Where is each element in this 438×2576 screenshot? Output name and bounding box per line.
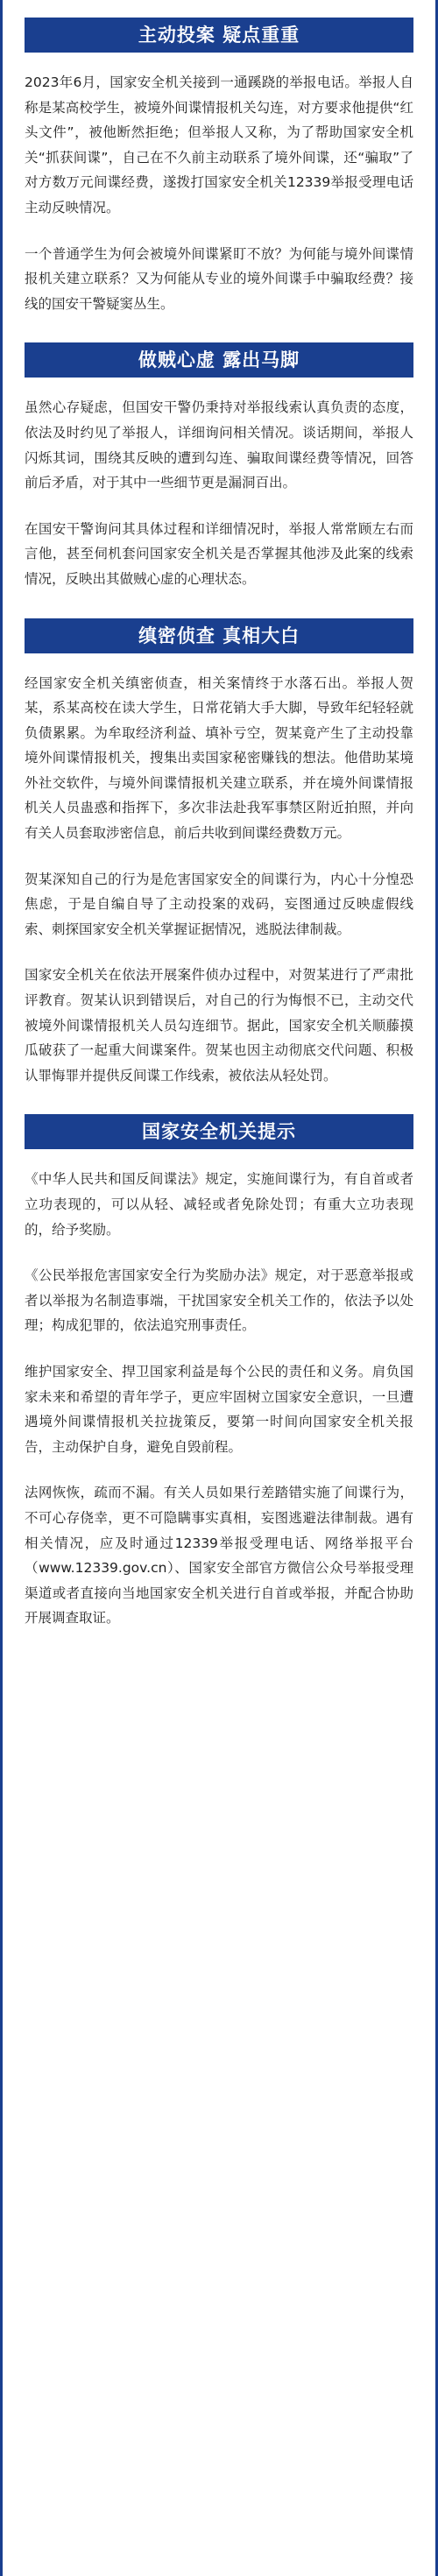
paragraph: 法网恢恢，疏而不漏。有关人员如果行差踏错实施了间谍行为，不可心存侥幸，更不可隐瞒事实真相，妄图逃避法律制裁。遇有相关情况，应及时通过12339举报受理电话、网络举报平台（www.12339.gov.cn）、国家安全部官方微信公众号举报受理渠道或者直接向当地国家安全机关进行自首或举报，并配合协助开展调查取证。 <box>25 1485 413 1627</box>
paragraph: 虽然心存疑虑，但国安干警仍秉持对举报线索认真负责的态度，依法及时约见了举报人，详细询问相关情况。谈话期间，举报人闪烁其词，围绕其反映的遭到勾连、骗取间谍经费等情况，回答前后矛盾，对于其中一些细节更是漏洞百出。 <box>25 399 413 491</box>
section-voluntary-surrender <box>25 18 413 316</box>
paragraph: 2023年6月，国家安全机关接到一通蹊跷的举报电话。举报人自称是某高校学生，被境外间谍情报机关勾连，对方要求他提供“红头文件”，被他断然拒绝；但举报人又称，为了帮助国家安全机关“抓获间谍”，自己在不久前主动联系了境外间谍，还“骗取”了对方数万元间谍经费，遂拨打国家安全机关12339举报受理电话主动反映情况。 <box>25 74 413 215</box>
paragraph: 贺某深知自己的行为是危害国家安全的间谍行为，内心十分惶恐焦虑，于是自编自导了主动投案的戏码，妄图通过反映虚假线索、刺探国家安全机关掌握证据情况，逃脱法律制裁。 <box>25 871 413 937</box>
section-title: 国家安全机关提示 <box>25 1114 413 1149</box>
section-title: 缜密侦查 真相大白 <box>25 618 413 653</box>
paragraph: 国家安全机关在依法开展案件侦办过程中，对贺某进行了严肃批评教育。贺某认识到错误后，对自己的行为悔恨不已，主动交代被境外间谍情报机关人员勾连细节。据此，国家安全机关顺藤摸瓜破获了一起重大间谍案件。贺某也因主动彻底交代问题、积极认罪悔罪并提供反间谍工作线索，被依法从轻处罚。 <box>25 967 413 1083</box>
paragraph: 经国家安全机关缜密侦查，相关案情终于水落石出。举报人贺某，系某高校在读大学生，日常花销大手大脚，导致年纪轻轻就负债累累。为牟取经济利益、填补亏空，贺某竟产生了主动投靠境外间谍情报机关，搜集出卖国家秘密赚钱的想法。他借助某境外社交软件，与境外间谍情报机关建立联系，并在境外间谍情报机关人员蛊惑和指挥下，多次非法赴我军事禁区附近拍照，并向有关人员套取涉密信息，前后共收到间谍经费数万元。 <box>25 674 413 842</box>
section-investigation <box>25 618 413 1089</box>
paragraph: 一个普通学生为何会被境外间谍紧盯不放？为何能与境外间谍情报机关建立联系？又为何能从专业的境外间谍手中骗取经费？接线的国安干警疑窦丛生。 <box>25 245 413 312</box>
section-security-reminder <box>25 1114 413 1631</box>
paragraph: 《公民举报危害国家安全行为奖励办法》规定，对于恶意举报或者以举报为名制造事端，干扰国家安全机关工作的，依法予以处理；构成犯罪的，依法追究刑事责任。 <box>25 1267 413 1334</box>
paragraph: 维护国家安全、捍卫国家利益是每个公民的责任和义务。肩负国家未来和希望的青年学子，更应牢固树立国家安全意识，一旦遭遇境外间谍情报机关拉拢策反，要第一时间向国家安全机关报告，主动保护自身，避免自毁前程。 <box>25 1363 413 1455</box>
section-title: 做贼心虚 露出马脚 <box>25 342 413 378</box>
paragraph: 《中华人民共和国反间谍法》规定，实施间谍行为，有自首或者立功表现的，可以从轻、减轻或者免除处罚；有重大立功表现的，给予奖励。 <box>25 1171 413 1238</box>
section-title: 主动投案 疑点重重 <box>25 18 413 53</box>
paragraph: 在国安干警询问其具体过程和详细情况时，举报人常常顾左右而言他，甚至伺机套问国家安全机关是否掌握其他涉及此案的线索情况，反映出其做贼心虚的心理状态。 <box>25 520 413 587</box>
section-guilty-conscience <box>25 342 413 591</box>
